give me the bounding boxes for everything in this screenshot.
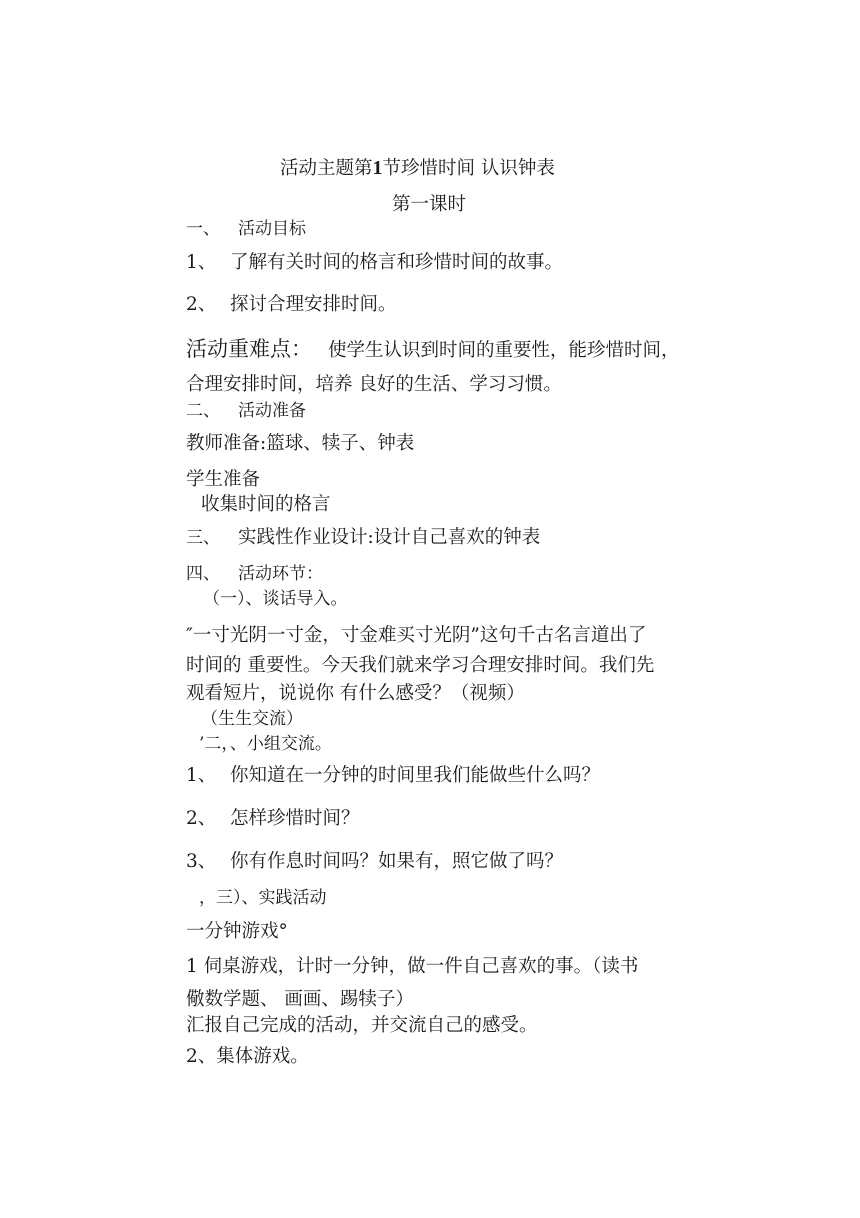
section-title: 活动目标 [238,219,306,239]
section-heading-1 [186,219,306,239]
item-text: 你知道在一分钟的时间里我们能做些什么吗？ [230,765,601,786]
section-marker: 二、 [186,401,220,421]
item-text: 了解有关时间的格言和珍惜时间的故事。 [230,252,564,273]
quote-line-3: 观看短片，说说你 有什么感受？（视频） [186,683,525,704]
quote-line-1: ″一寸光阴一寸金，寸金难买寸光阴”这句千古名言道出了 [186,625,647,646]
step-1-heading: （一）、谈话导入。 [203,589,348,609]
section-heading-3 [186,527,540,549]
section-marker: 四、 [186,564,220,584]
section-title: 活动环节： [238,564,323,584]
step-3-heading: ，三）、实践活动 [199,888,327,908]
item-number: 1、 [186,765,217,786]
section-title: 活动准备 [238,401,306,421]
teacher-prep: 教师准备:篮球、犊子、钟表 [186,433,415,454]
item-number: 1、 [186,252,217,273]
title-prefix: 活动主题第 [280,158,373,179]
game-1-line-2: 儆数学题、 画画、踢犊子） [186,989,414,1010]
item-number: 3、 [186,851,217,872]
item-text: 怎样珍惜时间？ [230,808,360,829]
report-instruction: 汇报自己完成的活动，并交流自己的感受。 [186,1015,538,1036]
question-item-3 [186,851,563,873]
goal-item-2 [186,294,397,316]
item-text: 探讨合理安排时间。 [230,294,397,315]
key-points-text: 使学生认识到时间的重要性，能珍惜时间， [328,340,680,361]
question-item-1 [186,765,600,787]
title-suffix: 节珍惜时间 认识钟表 [382,158,555,179]
question-item-2 [186,808,360,830]
quote-line-2: 时间的 重要性。今天我们就来学习合理安排时间。我们先 [186,655,655,676]
key-points [186,337,680,362]
key-points-label: 活动重难点： [186,337,312,361]
key-points-continued: 合理安排时间，培养 良好的生活、学习习惯。 [186,374,562,395]
item-number: 2、 [186,294,217,315]
item-number: 2、 [186,808,217,829]
student-prep-label: 学生准备 [186,469,261,490]
section-marker: 三、 [186,528,220,548]
title-number: 1 [372,157,383,179]
section-heading-4 [186,564,323,584]
student-discussion: （生生交流） [201,709,303,729]
goal-item-1 [186,252,563,274]
student-prep-item: 收集时间的格言 [201,494,331,515]
step-2-heading: ’二，、小组交流。 [199,734,332,754]
game-title: 一分钟游戏° [186,921,288,942]
page-title [280,156,555,180]
game-1-line-1: 1 伺桌游戏，计时一分钟，做一件自己喜欢的事。（读书 [186,956,639,977]
page-subtitle: 第一课时 [392,194,467,215]
item-text: 你有作息时间吗？如果有，照它做了吗？ [230,851,564,872]
section-heading-2 [186,401,306,421]
game-2: 2、集体游戏。 [186,1046,309,1067]
section-marker: 一、 [186,219,220,239]
section-title: 实践性作业设计:设计自己喜欢的钟表 [238,527,541,548]
